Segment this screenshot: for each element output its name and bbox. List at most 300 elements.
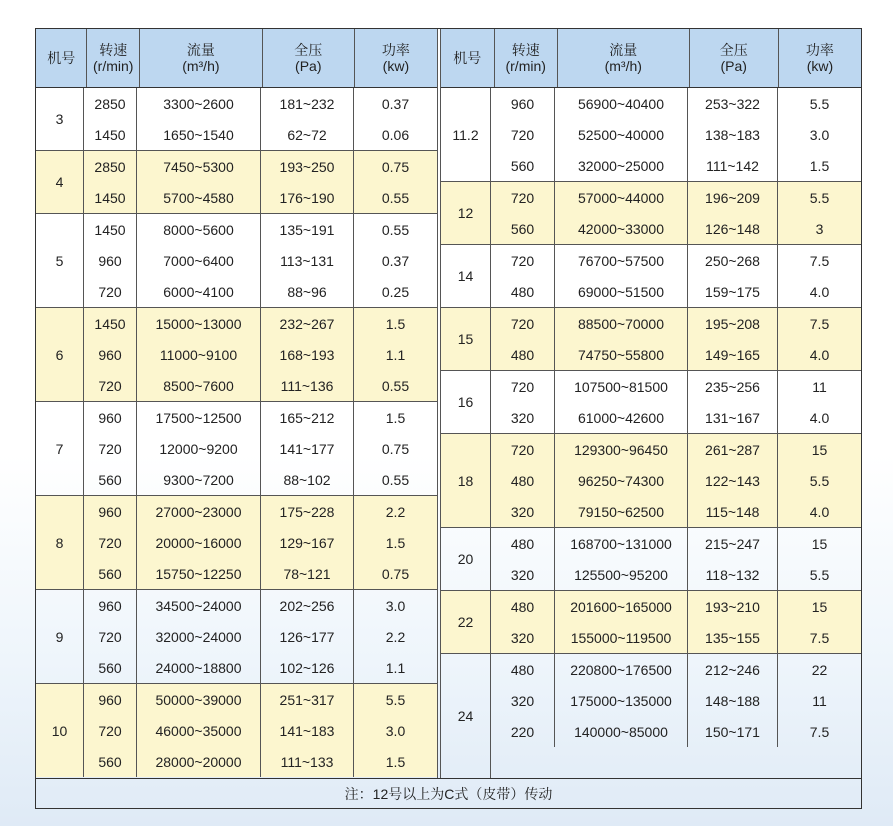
group-rows [491, 182, 861, 244]
machine-header [36, 29, 87, 87]
table-row [84, 527, 437, 558]
table-row [491, 528, 861, 559]
power-cell: 3.0 [385, 597, 406, 614]
machine-number: 24 [441, 654, 491, 778]
speed-header-text: (r/min) [93, 58, 134, 74]
pressure-cell: 88~96 [261, 276, 354, 307]
pressure-cell: 235~256 [688, 371, 778, 402]
flow-cell: 7000~6400 [137, 245, 261, 276]
table-row [84, 402, 437, 433]
speed-cell: 560 [491, 150, 555, 181]
flow-header [558, 29, 690, 87]
pressure-cell: 115~148 [688, 496, 778, 527]
flow-cell: 168700~131000 [555, 528, 688, 559]
speed-cell: 720 [84, 621, 137, 652]
machine-number: 14 [441, 245, 491, 307]
speed-cell: 720 [84, 276, 137, 307]
pressure-header [690, 29, 779, 87]
machine-group [36, 214, 437, 308]
header-row [441, 29, 861, 88]
power-cell: 4.0 [809, 409, 830, 426]
speed-cell: 560 [84, 746, 137, 777]
power-cell: 0.55 [381, 377, 410, 394]
pressure-cell: 131~167 [688, 402, 778, 433]
speed-cell: 960 [84, 590, 137, 621]
group-rows [84, 590, 437, 683]
flow-cell: 24000~18800 [137, 652, 261, 683]
table-row [84, 496, 437, 527]
flow-cell: 155000~119500 [555, 622, 688, 653]
table-row [84, 558, 437, 589]
flow-cell: 46000~35000 [137, 715, 261, 746]
right-table [437, 29, 861, 778]
pressure-cell: 88~102 [261, 464, 354, 495]
speed-cell: 220 [491, 716, 555, 747]
power-cell: 0.55 [381, 471, 410, 488]
table-row [84, 276, 437, 307]
group-rows [84, 684, 437, 777]
machine-number: 4 [36, 151, 84, 213]
pressure-cell: 62~72 [261, 119, 354, 150]
table-row [491, 371, 861, 402]
power-cell: 2.2 [385, 503, 406, 520]
group-rows [84, 308, 437, 401]
pressure-cell: 111~133 [261, 746, 354, 777]
table-row [491, 150, 861, 181]
machine-group [441, 371, 861, 434]
table-row [491, 716, 861, 747]
group-rows [84, 88, 437, 150]
group-rows [491, 528, 861, 590]
flow-cell: 8000~5600 [137, 214, 261, 245]
speed-header [495, 29, 558, 87]
pressure-cell: 159~175 [688, 276, 778, 307]
power-cell: 0.55 [381, 189, 410, 206]
power-cell: 0.06 [381, 126, 410, 143]
power-cell: 7.5 [809, 723, 830, 740]
flow-cell: 32000~25000 [555, 150, 688, 181]
speed-cell: 720 [84, 715, 137, 746]
table-row [84, 182, 437, 213]
table-row [491, 402, 861, 433]
speed-cell: 720 [491, 308, 555, 339]
power-cell: 1.5 [385, 409, 406, 426]
power-cell: 0.55 [381, 221, 410, 238]
power-cell: 11 [812, 378, 827, 395]
flow-header-text: 流量 [186, 42, 215, 58]
pressure-cell: 175~228 [261, 496, 354, 527]
speed-header-text: 转速 [511, 42, 540, 58]
flow-cell: 52500~40000 [555, 119, 688, 150]
table-row [84, 621, 437, 652]
pressure-cell: 251~317 [261, 684, 354, 715]
speed-cell: 960 [84, 245, 137, 276]
machine-number: 16 [441, 371, 491, 433]
speed-cell: 480 [491, 654, 555, 685]
pressure-header-text: (Pa) [295, 58, 322, 74]
pressure-cell: 181~232 [261, 88, 354, 119]
machine-number: 22 [441, 591, 491, 653]
speed-cell: 320 [491, 496, 555, 527]
flow-cell: 74750~55800 [555, 339, 688, 370]
pressure-cell: 135~155 [688, 622, 778, 653]
table-row [84, 464, 437, 495]
group-rows [491, 654, 861, 778]
speed-cell: 960 [84, 402, 137, 433]
pressure-cell: 126~148 [688, 213, 778, 244]
flow-cell: 107500~81500 [555, 371, 688, 402]
flow-cell: 7450~5300 [137, 151, 261, 182]
table-row [84, 715, 437, 746]
flow-cell: 201600~165000 [555, 591, 688, 622]
machine-group [36, 402, 437, 496]
pressure-cell: 150~171 [688, 716, 778, 747]
flow-cell: 125500~95200 [555, 559, 688, 590]
table-row [491, 496, 861, 527]
power-cell: 4.0 [809, 346, 830, 363]
pressure-cell: 193~210 [688, 591, 778, 622]
pressure-cell: 168~193 [261, 339, 354, 370]
power-cell: 3.0 [809, 126, 830, 143]
power-cell: 2.2 [385, 628, 406, 645]
speed-cell: 720 [491, 371, 555, 402]
flow-cell: 220800~176500 [555, 654, 688, 685]
machine-group [441, 591, 861, 654]
flow-cell: 140000~85000 [555, 716, 688, 747]
pressure-cell: 202~256 [261, 590, 354, 621]
flow-header-text: 流量 [609, 42, 638, 58]
flow-cell: 1650~1540 [137, 119, 261, 150]
power-cell: 5.5 [809, 566, 830, 583]
power-cell: 0.75 [381, 565, 410, 582]
speed-cell: 720 [84, 370, 137, 401]
speed-cell: 720 [491, 182, 555, 213]
power-cell: 3.0 [385, 722, 406, 739]
flow-cell: 96250~74300 [555, 465, 688, 496]
pressure-cell: 261~287 [688, 434, 778, 465]
machine-group [441, 528, 861, 591]
machine-number: 11.2 [441, 88, 491, 181]
power-cell: 7.5 [809, 252, 830, 269]
speed-cell: 320 [491, 685, 555, 716]
pressure-cell: 102~126 [261, 652, 354, 683]
power-cell: 15 [811, 535, 828, 552]
flow-cell: 15750~12250 [137, 558, 261, 589]
speed-cell: 560 [84, 558, 137, 589]
flow-cell: 12000~9200 [137, 433, 261, 464]
pressure-cell: 149~165 [688, 339, 778, 370]
group-rows [491, 245, 861, 307]
table-row [491, 308, 861, 339]
speed-cell: 720 [491, 119, 555, 150]
power-cell: 15 [811, 598, 828, 615]
table-row [84, 119, 437, 150]
speed-cell: 480 [491, 276, 555, 307]
table-row [84, 433, 437, 464]
power-cell: 0.75 [381, 440, 410, 457]
table-row [84, 339, 437, 370]
flow-cell: 11000~9100 [137, 339, 261, 370]
pressure-cell: 165~212 [261, 402, 354, 433]
pressure-cell: 78~121 [261, 558, 354, 589]
speed-cell: 960 [84, 496, 137, 527]
machine-group [441, 654, 861, 778]
pressure-cell: 212~246 [688, 654, 778, 685]
flow-header [140, 29, 263, 87]
table-row [84, 590, 437, 621]
power-cell: 1.5 [385, 534, 406, 551]
machine-group [36, 590, 437, 684]
group-rows [491, 434, 861, 527]
machine-header [441, 29, 495, 87]
power-header [779, 29, 861, 87]
flow-cell: 56900~40400 [555, 88, 688, 119]
flow-cell: 34500~24000 [137, 590, 261, 621]
empty-row [491, 747, 861, 778]
machine-number: 7 [36, 402, 84, 495]
pressure-header-text: (Pa) [720, 58, 747, 74]
table-row [491, 88, 861, 119]
power-cell: 1.5 [385, 315, 406, 332]
power-cell: 0.25 [381, 283, 410, 300]
machine-number: 12 [441, 182, 491, 244]
power-cell: 1.5 [809, 157, 830, 174]
pressure-cell: 113~131 [261, 245, 354, 276]
power-cell: 22 [811, 661, 828, 678]
speed-cell: 560 [84, 652, 137, 683]
machine-group [441, 245, 861, 308]
group-rows [491, 88, 861, 181]
speed-cell: 480 [491, 339, 555, 370]
pressure-cell: 232~267 [261, 308, 354, 339]
pressure-cell: 193~250 [261, 151, 354, 182]
machine-number: 10 [36, 684, 84, 777]
power-cell: 4.0 [809, 283, 830, 300]
pressure-cell: 141~183 [261, 715, 354, 746]
pressure-cell: 148~188 [688, 685, 778, 716]
table-footnote: 注：12号以上为C式（皮带）传动 [36, 778, 861, 808]
speed-cell: 560 [84, 464, 137, 495]
power-cell: 5.5 [385, 691, 406, 708]
machine-group [36, 684, 437, 777]
machine-group [441, 434, 861, 528]
flow-cell: 28000~20000 [137, 746, 261, 777]
group-rows [84, 496, 437, 589]
machine-number: 3 [36, 88, 84, 150]
flow-header-text: (m³/h) [182, 58, 220, 74]
speed-cell: 960 [84, 684, 137, 715]
flow-cell: 17500~12500 [137, 402, 261, 433]
table-row [491, 685, 861, 716]
flow-cell: 50000~39000 [137, 684, 261, 715]
flow-cell: 9300~7200 [137, 464, 261, 495]
pressure-cell: 196~209 [688, 182, 778, 213]
group-rows [84, 151, 437, 213]
power-header-text: 功率 [381, 42, 410, 58]
machine-number: 15 [441, 308, 491, 370]
speed-cell: 720 [491, 434, 555, 465]
group-rows [491, 591, 861, 653]
flow-cell: 6000~4100 [137, 276, 261, 307]
speed-cell: 320 [491, 559, 555, 590]
table-row [491, 119, 861, 150]
pressure-header [263, 29, 355, 87]
flow-cell: 69000~51500 [555, 276, 688, 307]
table-row [84, 746, 437, 777]
table-row [84, 308, 437, 339]
pressure-cell: 176~190 [261, 182, 354, 213]
power-cell: 5.5 [809, 472, 830, 489]
pressure-cell: 126~177 [261, 621, 354, 652]
machine-group [36, 496, 437, 590]
table-row [84, 684, 437, 715]
machine-number: 9 [36, 590, 84, 683]
speed-cell: 2850 [84, 88, 137, 119]
pressure-cell: 135~191 [261, 214, 354, 245]
power-cell: 11 [812, 692, 827, 709]
machine-group [36, 308, 437, 402]
speed-cell: 1450 [84, 308, 137, 339]
power-header-text: (kw) [382, 58, 410, 74]
flow-cell: 76700~57500 [555, 245, 688, 276]
power-header-text: (kw) [806, 58, 834, 74]
pressure-header-text: 全压 [719, 42, 748, 58]
power-cell: 0.75 [381, 158, 410, 175]
flow-cell: 27000~23000 [137, 496, 261, 527]
table-row [491, 622, 861, 653]
group-rows [491, 371, 861, 433]
flow-cell: 175000~135000 [555, 685, 688, 716]
table-row [84, 88, 437, 119]
table-row [491, 465, 861, 496]
pressure-cell: 141~177 [261, 433, 354, 464]
table-row [491, 339, 861, 370]
power-cell: 7.5 [809, 315, 830, 332]
table-row [491, 591, 861, 622]
flow-cell: 57000~44000 [555, 182, 688, 213]
speed-cell: 960 [491, 88, 555, 119]
machine-header-text: 机号 [47, 50, 76, 66]
speed-cell: 320 [491, 402, 555, 433]
speed-cell: 2850 [84, 151, 137, 182]
power-cell: 5.5 [809, 189, 830, 206]
machine-number: 5 [36, 214, 84, 307]
flow-header-text: (m³/h) [604, 58, 642, 74]
flow-cell: 129300~96450 [555, 434, 688, 465]
power-cell: 0.37 [381, 95, 410, 112]
machine-number: 20 [441, 528, 491, 590]
pressure-cell: 122~143 [688, 465, 778, 496]
pressure-cell: 111~142 [688, 150, 778, 181]
pressure-cell: 111~136 [261, 370, 354, 401]
speed-cell: 1450 [84, 214, 137, 245]
speed-cell: 560 [491, 213, 555, 244]
pressure-header-text: 全压 [294, 42, 323, 58]
speed-cell: 320 [491, 622, 555, 653]
left-table [36, 29, 437, 778]
table-row [84, 245, 437, 276]
power-cell: 15 [811, 441, 828, 458]
speed-cell: 720 [84, 433, 137, 464]
flow-cell: 3300~2600 [137, 88, 261, 119]
table-row [84, 214, 437, 245]
table-row [491, 434, 861, 465]
flow-cell: 20000~16000 [137, 527, 261, 558]
pressure-cell: 250~268 [688, 245, 778, 276]
flow-cell: 8500~7600 [137, 370, 261, 401]
flow-cell: 5700~4580 [137, 182, 261, 213]
speed-cell: 720 [84, 527, 137, 558]
flow-cell: 79150~62500 [555, 496, 688, 527]
table-row [491, 276, 861, 307]
power-cell: 4.0 [809, 503, 830, 520]
power-cell: 1.5 [385, 753, 406, 770]
speed-cell: 720 [491, 245, 555, 276]
speed-cell: 480 [491, 465, 555, 496]
table-row [491, 213, 861, 244]
machine-group [36, 88, 437, 151]
power-cell: 7.5 [809, 629, 830, 646]
pressure-cell: 195~208 [688, 308, 778, 339]
flow-cell: 15000~13000 [137, 308, 261, 339]
table-row [491, 182, 861, 213]
flow-cell: 88500~70000 [555, 308, 688, 339]
flow-cell: 61000~42600 [555, 402, 688, 433]
speed-header [87, 29, 139, 87]
speed-header-text: 转速 [99, 42, 128, 58]
speed-cell: 1450 [84, 182, 137, 213]
table-row [84, 370, 437, 401]
power-cell: 3 [815, 220, 824, 237]
table-row [491, 559, 861, 590]
speed-cell: 960 [84, 339, 137, 370]
machine-header-text: 机号 [453, 50, 482, 66]
table-row [491, 245, 861, 276]
machine-group [441, 308, 861, 371]
machine-number: 6 [36, 308, 84, 401]
machine-group [441, 182, 861, 245]
machine-group [36, 151, 437, 214]
power-cell: 5.5 [809, 95, 830, 112]
power-header [355, 29, 437, 87]
table-row [491, 654, 861, 685]
flow-cell: 42000~33000 [555, 213, 688, 244]
speed-cell: 480 [491, 528, 555, 559]
pressure-cell: 253~322 [688, 88, 778, 119]
power-cell: 0.37 [381, 252, 410, 269]
speed-cell: 480 [491, 591, 555, 622]
fan-spec-table [35, 28, 862, 809]
pressure-cell: 118~132 [688, 559, 778, 590]
machine-number: 8 [36, 496, 84, 589]
pressure-cell: 215~247 [688, 528, 778, 559]
machine-number: 18 [441, 434, 491, 527]
machine-group [441, 88, 861, 182]
pressure-cell: 129~167 [261, 527, 354, 558]
power-cell: 1.1 [385, 346, 406, 363]
table-row [84, 151, 437, 182]
flow-cell: 32000~24000 [137, 621, 261, 652]
group-rows [84, 402, 437, 495]
speed-cell: 1450 [84, 119, 137, 150]
table-row [84, 652, 437, 683]
group-rows [491, 308, 861, 370]
group-rows [84, 214, 437, 307]
power-cell: 1.1 [385, 659, 406, 676]
header-row [36, 29, 437, 88]
speed-header-text: (r/min) [505, 58, 546, 74]
power-header-text: 功率 [805, 42, 834, 58]
